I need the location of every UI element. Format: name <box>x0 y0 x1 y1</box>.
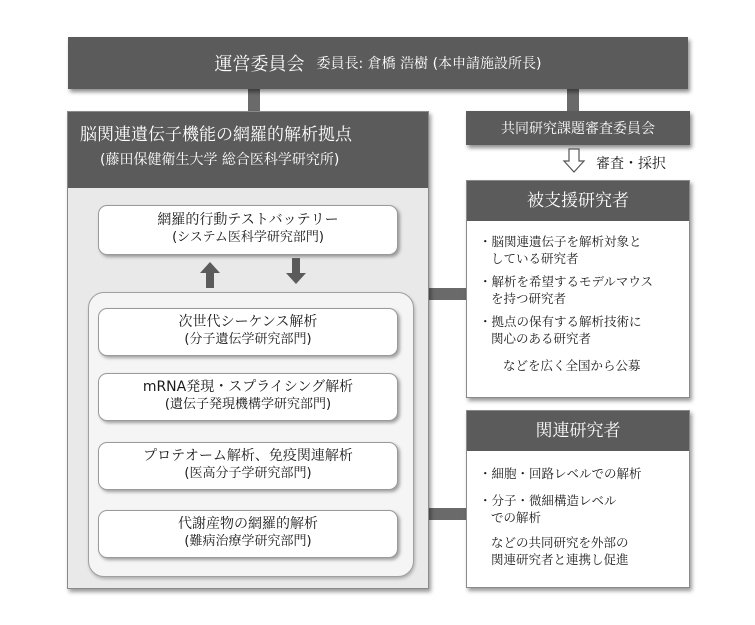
analysis-title: 次世代シーケンス解析 <box>178 314 318 330</box>
committee-title: 運営委員会 <box>214 54 305 75</box>
bullet-line: ・拠点の保有する解析技術に <box>479 314 642 329</box>
bullet-line: ・解析を希望するモデルマウス <box>479 274 654 289</box>
hub-title: 脳関連遺伝子機能の網羅的解析拠点 <box>80 125 352 145</box>
analysis-dept: (難病治療学研究部門) <box>184 534 312 549</box>
connector-committee-review <box>567 88 579 112</box>
supported-researchers-panel <box>466 180 690 398</box>
up-arrow-icon <box>200 262 220 290</box>
bullet-line: 関心のある研究者 <box>491 331 592 346</box>
supported-bullet-3 <box>479 313 689 347</box>
down-arrow-icon <box>286 258 306 286</box>
analysis-box-proteome <box>98 442 398 490</box>
analysis-dept: (分子遺伝学研究部門) <box>184 332 312 347</box>
connector-committee-hub <box>248 88 260 112</box>
bullet-line: している研究者 <box>491 251 579 266</box>
analysis-box-mrna <box>98 373 398 421</box>
steering-committee-bar <box>68 37 688 89</box>
footer-line: 関連研究者と連携し促進 <box>491 552 629 567</box>
bullet-line: を持つ研究者 <box>491 291 567 306</box>
review-arrow-label: 審査・採択 <box>596 156 666 172</box>
bullet-line: ・脳関連遺伝子を解析対象と <box>479 234 642 249</box>
review-committee-title: 共同研究課題審査委員会 <box>501 121 655 137</box>
review-down-arrow-icon <box>562 148 586 174</box>
supported-bullet-1 <box>479 233 689 267</box>
behavior-test-title: 網羅的行動テストバッテリー <box>157 212 339 228</box>
bullet-line: での解析 <box>491 510 542 525</box>
analysis-box-sequencing <box>98 308 398 356</box>
review-committee-box <box>466 111 690 145</box>
supported-title: 被支援研究者 <box>467 181 689 221</box>
related-bullet-1: ・細胞・回路レベルでの解析 <box>479 466 642 481</box>
supported-footer: などを広く全国から公募 <box>503 358 641 373</box>
committee-chair: 委員長: 倉橋 浩樹 (本申請施設所長) <box>316 56 542 72</box>
analysis-box-metabolite <box>98 510 398 558</box>
behavior-test-dept: (システム医科学研究部門) <box>172 230 324 245</box>
behavior-test-box <box>98 205 398 255</box>
related-footer <box>479 534 689 568</box>
analysis-dept: (遺伝子発現機構学研究部門) <box>164 397 332 412</box>
hub-subtitle: (藤田保健衛生大学 総合医科学研究所) <box>100 152 340 168</box>
analysis-title: 代謝産物の網羅的解析 <box>178 516 318 532</box>
analysis-title: mRNA発現・スプライシング解析 <box>142 379 354 395</box>
related-researchers-panel <box>466 410 690 588</box>
hub-header <box>68 112 428 188</box>
connector-hub-related <box>428 508 468 520</box>
footer-line: などの共同研究を外部の <box>491 535 629 550</box>
related-bullet-2 <box>479 492 689 526</box>
related-title: 関連研究者 <box>467 411 689 451</box>
analysis-title: プロテオーム解析、免疫関連解析 <box>143 448 353 464</box>
supported-bullet-2 <box>479 273 689 307</box>
bullet-line: ・分子・微細構造レベル <box>479 493 617 508</box>
analysis-dept: (医高分子学研究部門) <box>184 466 312 481</box>
connector-hub-supported <box>428 288 468 300</box>
